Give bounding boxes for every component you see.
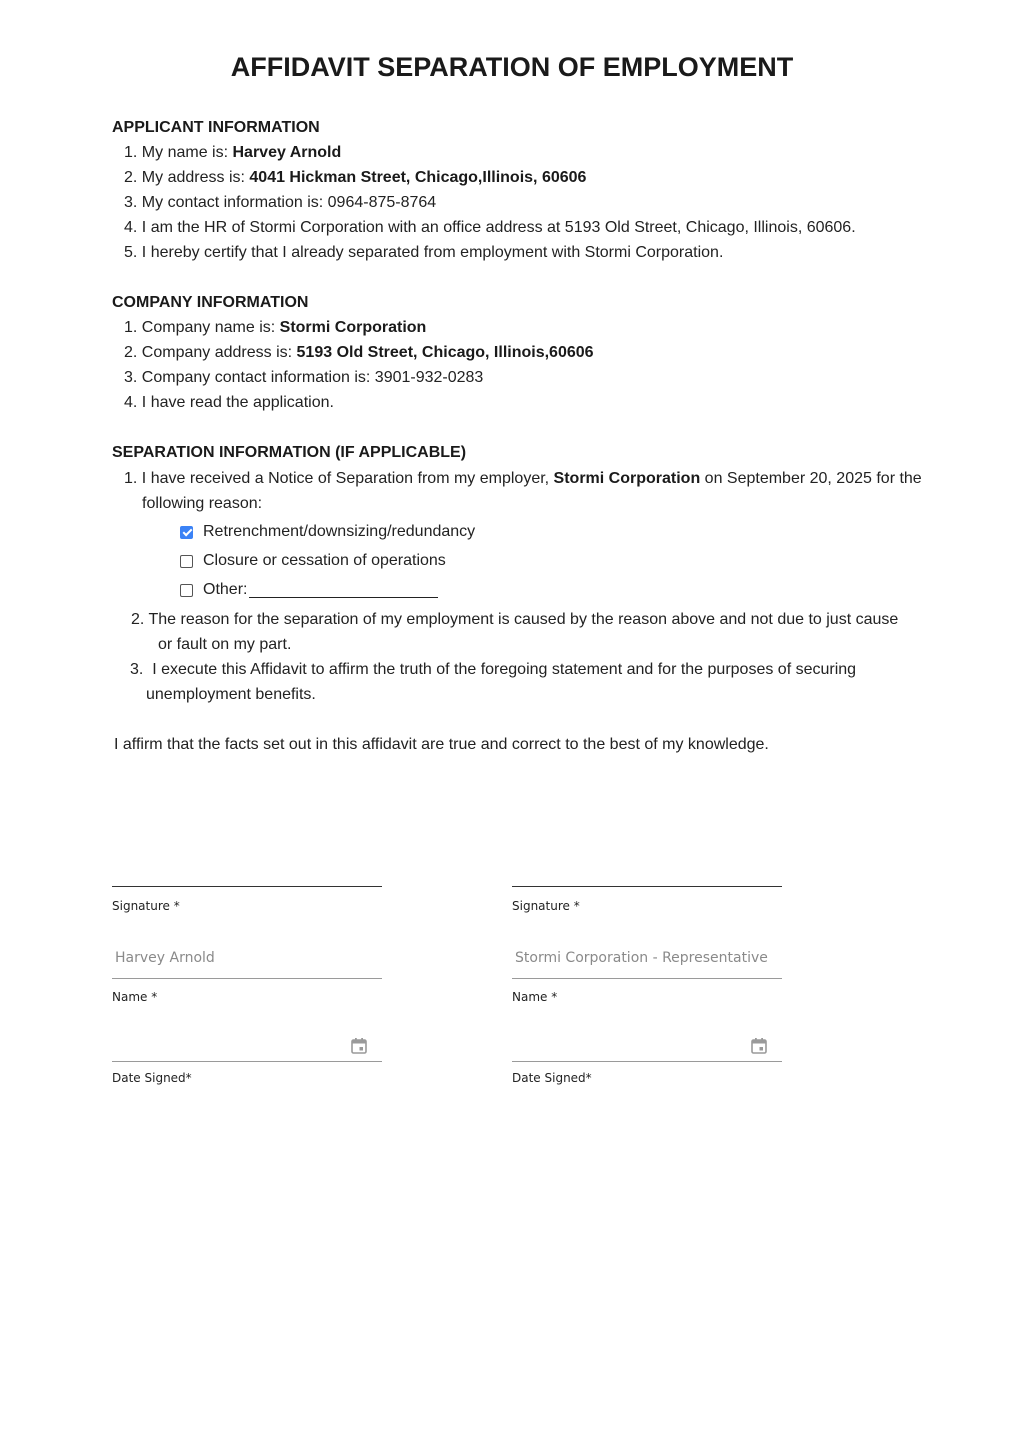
applicant-heading: APPLICANT INFORMATION [112,119,320,136]
date-field-underline[interactable] [512,1061,782,1062]
signature-label: Signature * [112,899,180,913]
reason-other[interactable]: Other: [180,581,438,599]
applicant-item-1: 1. My name is: Harvey Arnold [124,144,342,161]
separation-heading: SEPARATION INFORMATION (IF APPLICABLE) [112,444,467,461]
reason-retrenchment[interactable]: Retrenchment/downsizing/redundancy [180,523,475,541]
calendar-icon[interactable] [350,1037,368,1055]
name-field[interactable]: Stormi Corporation - Representative [515,950,768,966]
affirmation-statement: I affirm that the facts set out in this affidavit are true and correct to the best of my knowledge. [114,736,769,753]
signature-block-company [512,886,782,1096]
reason-closure[interactable]: Closure or cessation of operations [180,552,446,570]
name-field-underline [512,978,782,979]
checkbox-empty-icon[interactable] [180,584,193,597]
company-heading: COMPANY INFORMATION [112,294,309,311]
other-reason-blank[interactable] [249,583,438,598]
calendar-icon[interactable] [750,1037,768,1055]
signature-line[interactable] [512,886,782,887]
company-item-2: 2. Company address is: 5193 Old Street, Chicago, Illinois,60606 [124,344,594,361]
applicant-item-2: 2. My address is: 4041 Hickman Street, Chicago,Illinois, 60606 [124,169,587,186]
checkbox-checked-icon[interactable] [180,526,193,539]
company-item-3: 3. Company contact information is: 3901-932-0283 [124,369,484,386]
signature-block-applicant [112,886,382,1096]
document-title: AFFIDAVIT SEPARATION OF EMPLOYMENT [230,52,794,82]
applicant-item-4: 4. I am the HR of Stormi Corporation with an office address at 5193 Old Street, Chicago, Illinois, 60606. [124,219,856,236]
name-label: Name * [512,990,558,1004]
company-item-4: 4. I have read the application. [124,394,334,411]
company-item-1: 1. Company name is: Stormi Corporation [124,319,427,336]
separation-item-2: 2. The reason for the separation of my employment is caused by the reason above and not due to just cause or fault on my part. [131,611,899,653]
name-field[interactable]: Harvey Arnold [115,950,215,966]
applicant-item-3: 3. My contact information is: 0964-875-8764 [124,194,437,211]
checkbox-empty-icon[interactable] [180,555,193,568]
date-field-underline[interactable] [112,1061,382,1062]
date-label: Date Signed* [512,1071,592,1085]
applicant-item-5: 5. I hereby certify that I already separated from employment with Stormi Corporation. [124,244,724,261]
name-field-underline [112,978,382,979]
signature-label: Signature * [512,899,580,913]
separation-item-3: 3. I execute this Affidavit to affirm the truth of the foregoing statement and for the purposes of securing unemployment benefits. [130,661,857,703]
separation-item-1: 1. I have received a Notice of Separation from my employer, Stormi Corporation on September 20, 2025 for the following reason: [124,470,922,512]
date-label: Date Signed* [112,1071,192,1085]
signature-line[interactable] [112,886,382,887]
name-label: Name * [112,990,158,1004]
